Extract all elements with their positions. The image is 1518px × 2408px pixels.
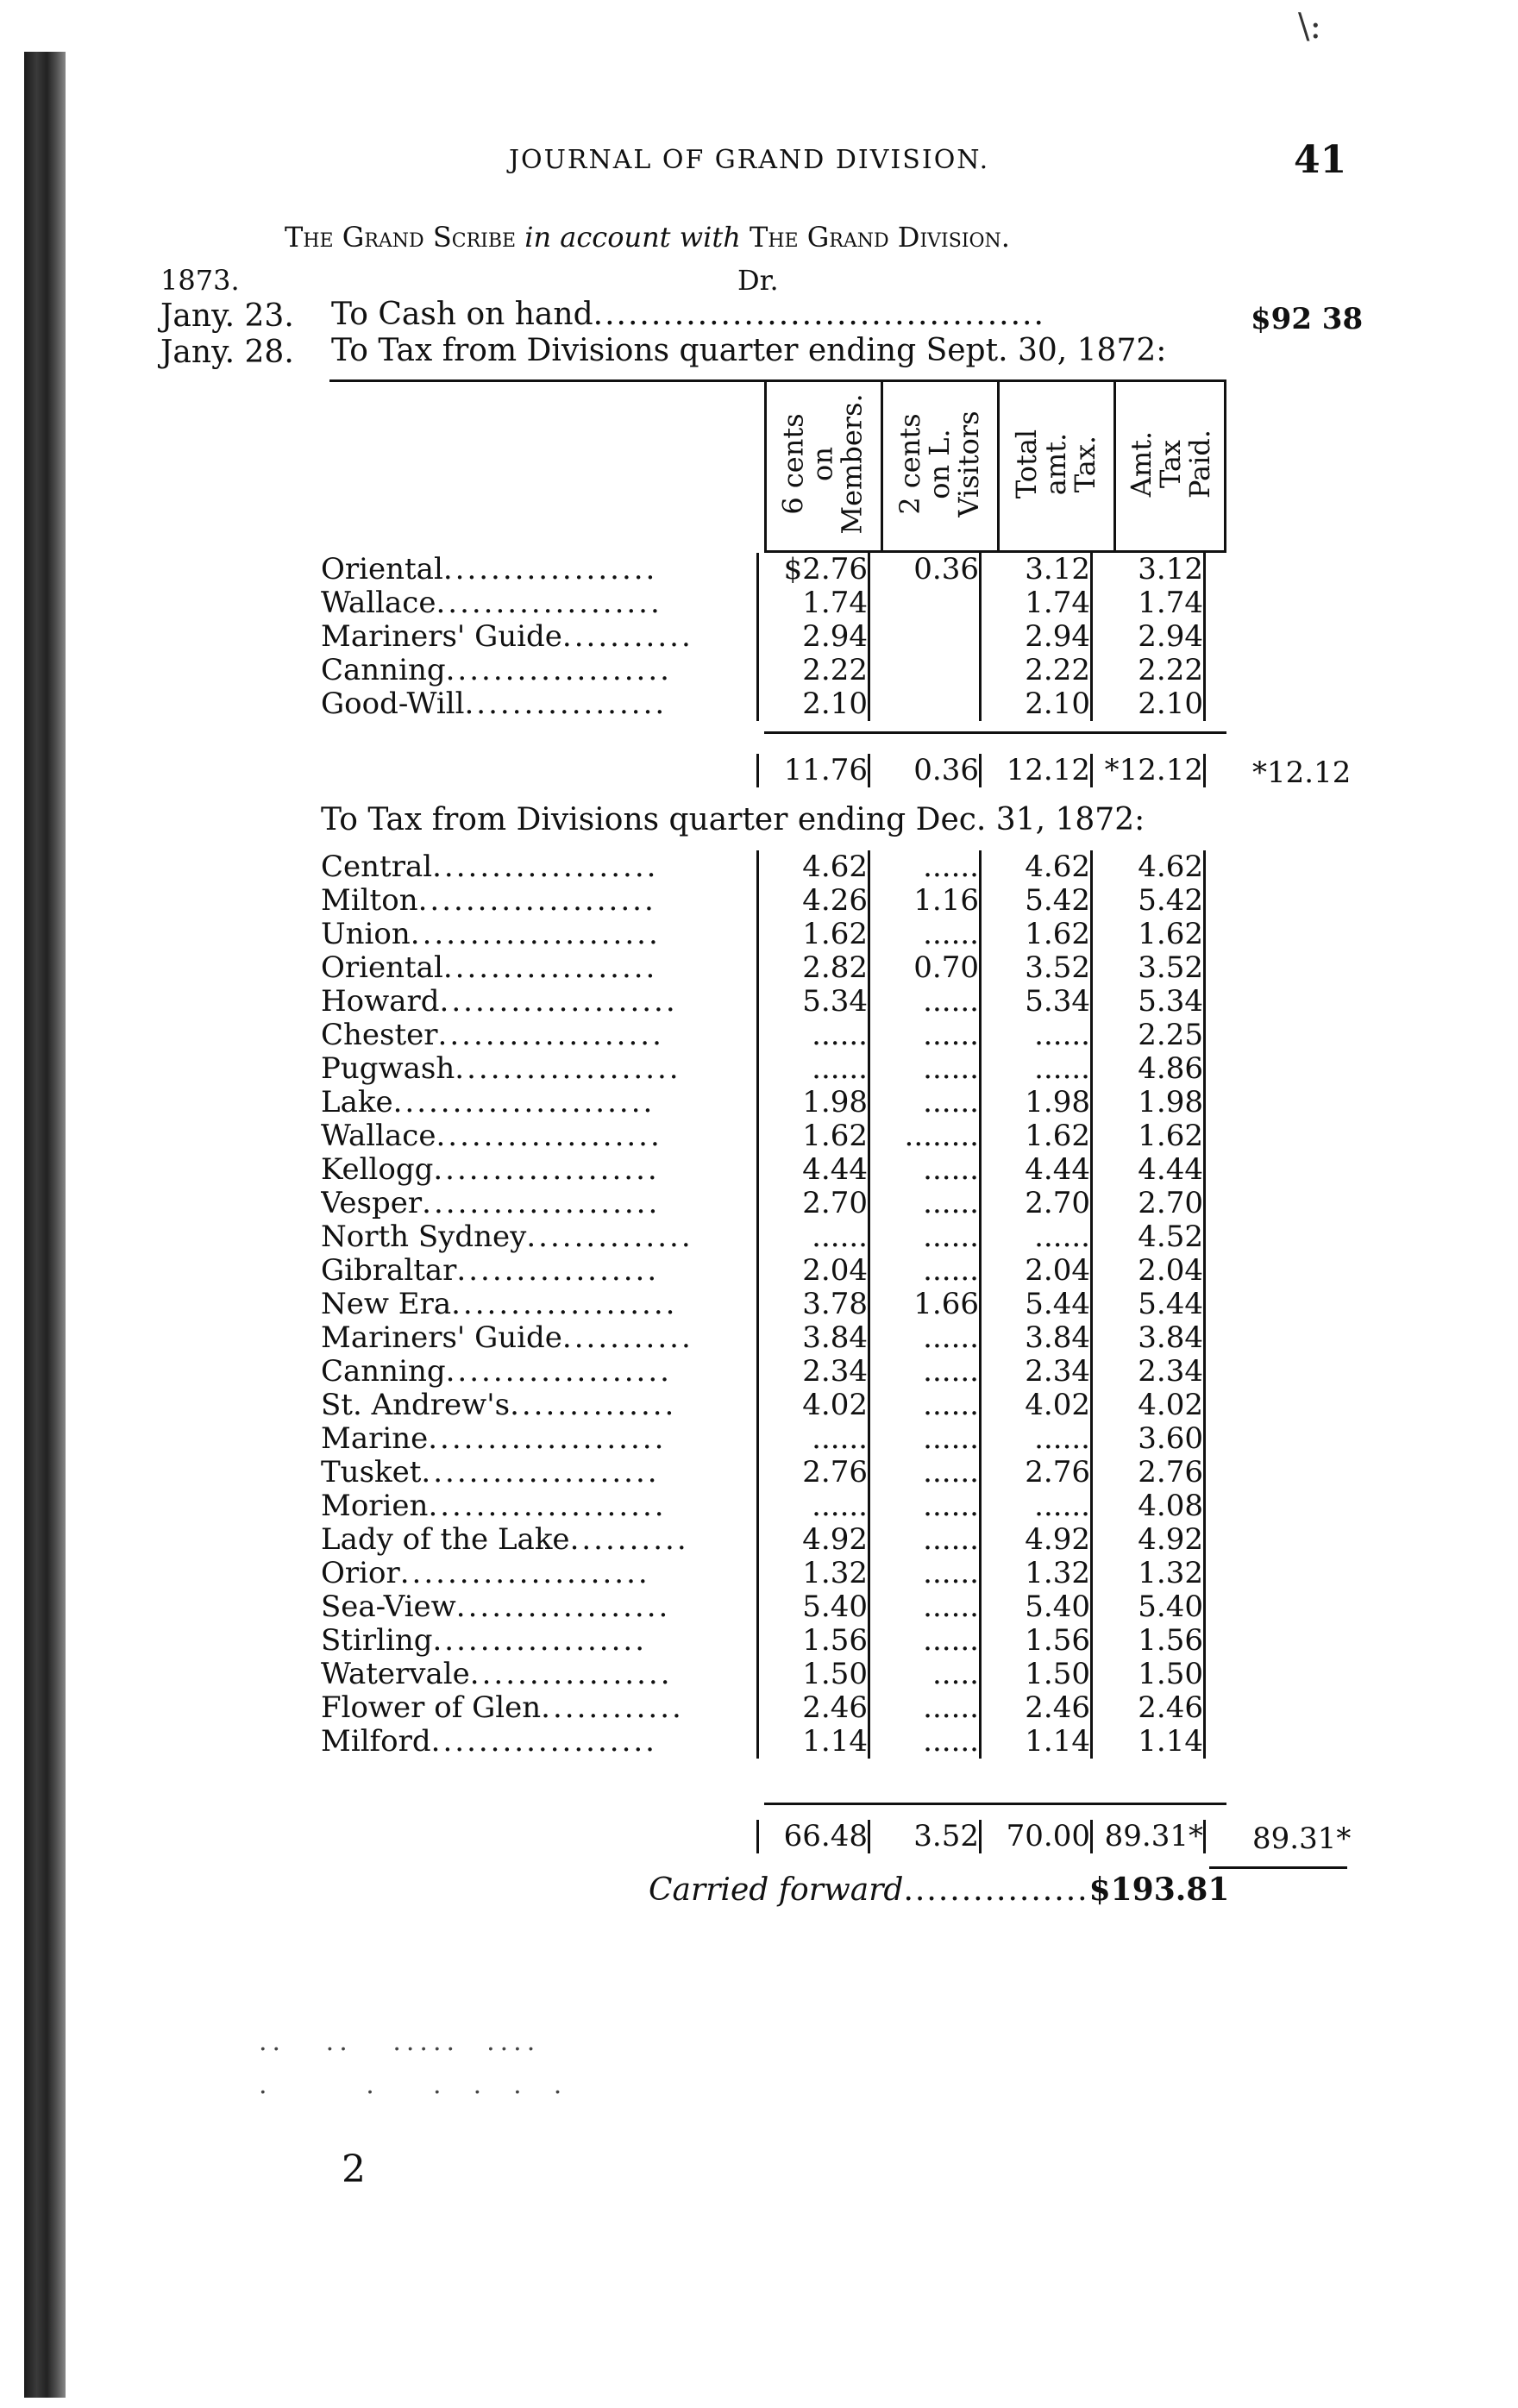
total-tax: ...... (981, 1220, 1092, 1254)
division-name: New Era................... (321, 1288, 678, 1321)
division-name: Mariners' Guide........... (321, 620, 693, 654)
account-title (285, 221, 1010, 254)
members-tax: 5.40 (758, 1590, 869, 1624)
total-tax: ...... (981, 1052, 1092, 1086)
total-tax: 1.62 (981, 1119, 1092, 1153)
visitors-tax: ...... (869, 1019, 981, 1052)
division-name: Flower of Glen............ (321, 1691, 684, 1725)
members-tax: 1.56 (758, 1624, 869, 1658)
tax-paid: 4.08 (1092, 1489, 1205, 1523)
visitors-tax: ...... (869, 1456, 981, 1489)
total-tax: 1.98 (981, 1086, 1092, 1119)
members-tax: 2.04 (758, 1254, 869, 1288)
total-tax: 3.84 (981, 1321, 1092, 1355)
total-tax: 2.46 (981, 1691, 1092, 1725)
totals-row (321, 1820, 1205, 1853)
table-row (321, 1725, 1205, 1759)
table-row (321, 951, 1205, 985)
leader-dots: ........... (561, 1321, 693, 1355)
visitors-tax: ...... (869, 1220, 981, 1254)
division-name: Tusket.................... (321, 1456, 660, 1489)
column-header-members: 6 cents on Members. (777, 393, 869, 535)
members-tax: ...... (758, 1489, 869, 1523)
leader-dots: ................... (445, 1355, 672, 1389)
members-tax: 1.50 (758, 1658, 869, 1691)
total-tax: 4.62 (981, 850, 1092, 884)
tax-paid: 2.10 (1092, 687, 1205, 721)
division-name: Watervale................. (321, 1658, 673, 1691)
visitors-tax: ...... (869, 1590, 981, 1624)
entry-amount: $92 38 (1251, 302, 1364, 336)
leader-dots: ................... (432, 850, 659, 884)
total-tax: 1.50 (981, 1658, 1092, 1691)
division-name: Howard.................... (321, 985, 678, 1019)
leader-dots: .................... (439, 985, 678, 1019)
visitors-tax: ...... (869, 1153, 981, 1187)
division-name: Mariners' Guide........... (321, 1321, 693, 1355)
leader-dots: ....................................... (593, 297, 1045, 332)
members-tax: 1.74 (758, 586, 869, 620)
total-tax: 2.76 (981, 1456, 1092, 1489)
members-tax: ...... (758, 1052, 869, 1086)
leader-dots: ..................... (399, 1557, 650, 1590)
table-row (321, 1422, 1205, 1456)
members-tax: 2.70 (758, 1187, 869, 1220)
leader-dots: ................... (451, 1288, 678, 1321)
tax-paid: 1.32 (1092, 1557, 1205, 1590)
visitors-tax: ...... (869, 1557, 981, 1590)
totals-name (321, 754, 758, 787)
division-name: Gibraltar................. (321, 1254, 660, 1288)
tax-paid: 5.40 (1092, 1590, 1205, 1624)
stray-marks: .. .. ..... .... (259, 2027, 541, 2057)
table-row (321, 1489, 1205, 1523)
visitors-tax: ..... (869, 1658, 981, 1691)
sum-rule (1209, 1866, 1347, 1869)
division-name: Wallace................... (321, 586, 662, 620)
tax-paid: 3.52 (1092, 951, 1205, 985)
leader-dots: ............ (541, 1691, 684, 1725)
division-name: Wallace................... (321, 1119, 662, 1153)
total-tax: 4.92 (981, 1523, 1092, 1557)
total-tax: 12.12 (981, 754, 1092, 787)
table-row (321, 1389, 1205, 1422)
tax-paid: 1.50 (1092, 1658, 1205, 1691)
column-divider (764, 379, 767, 552)
members-tax: 1.98 (758, 1086, 869, 1119)
tax-paid: 4.44 (1092, 1153, 1205, 1187)
tax-paid: 3.12 (1092, 553, 1205, 586)
table-row (321, 918, 1205, 951)
totals-rule (764, 731, 1226, 734)
members-tax: ...... (758, 1422, 869, 1456)
visitors-tax: ...... (869, 1254, 981, 1288)
visitors-tax: ...... (869, 1355, 981, 1389)
leader-dots: .................... (428, 1489, 667, 1523)
members-tax: 3.78 (758, 1288, 869, 1321)
leader-dots: .................. (432, 1624, 648, 1658)
members-tax: 2.46 (758, 1691, 869, 1725)
corner-mark: \: (1298, 7, 1321, 47)
division-name: St. Andrew's.............. (321, 1389, 677, 1422)
leader-dots: ................. (469, 1658, 673, 1691)
visitors-tax: ........ (869, 1119, 981, 1153)
tax-paid: 1.62 (1092, 1119, 1205, 1153)
total-tax: ...... (981, 1489, 1092, 1523)
visitors-tax (869, 687, 981, 721)
total-tax: 5.40 (981, 1590, 1092, 1624)
tax-table-sept-totals (321, 754, 1206, 787)
tax-paid: 2.76 (1092, 1456, 1205, 1489)
tax-paid: 5.44 (1092, 1288, 1205, 1321)
visitors-tax: 0.70 (869, 951, 981, 985)
debit-label: Dr. (737, 264, 779, 297)
members-tax: $2.76 (758, 553, 869, 586)
division-name: Canning................... (321, 1355, 672, 1389)
total-tax: 5.42 (981, 884, 1092, 918)
table-row (321, 1254, 1205, 1288)
leader-dots: ................... (436, 586, 662, 620)
visitors-tax (869, 654, 981, 687)
table-row (321, 1153, 1205, 1187)
leader-dots: .................. (442, 951, 658, 985)
tax-paid: 2.46 (1092, 1691, 1205, 1725)
table-row (321, 1624, 1205, 1658)
division-name: Central................... (321, 850, 659, 884)
entry-text-label: To Cash on hand (331, 297, 593, 332)
members-tax: 2.34 (758, 1355, 869, 1389)
leader-dots: ................ (903, 1872, 1089, 1908)
leader-dots: .................... (422, 1187, 661, 1220)
table-row (321, 1220, 1205, 1254)
division-name: Stirling.................. (321, 1624, 648, 1658)
table-row (321, 1456, 1205, 1489)
visitors-tax: ...... (869, 1489, 981, 1523)
tax-paid: 4.86 (1092, 1052, 1205, 1086)
column-header-total: Total amt. Tax. (1010, 429, 1101, 499)
leader-dots: ................... (433, 1153, 660, 1187)
members-tax: 1.32 (758, 1557, 869, 1590)
total-tax: 1.74 (981, 586, 1092, 620)
tax-paid: 1.56 (1092, 1624, 1205, 1658)
members-tax: 4.02 (758, 1389, 869, 1422)
entry-text (331, 297, 1045, 332)
leader-dots: ................... (437, 1019, 664, 1052)
table-row (321, 1019, 1205, 1052)
members-tax: 4.26 (758, 884, 869, 918)
tax-table-dec-body (321, 850, 1205, 1759)
tax-paid: 4.02 (1092, 1389, 1205, 1422)
table-row (321, 1119, 1205, 1153)
table-row (321, 1590, 1205, 1624)
members-tax: 4.44 (758, 1153, 869, 1187)
tax-paid: 4.92 (1092, 1523, 1205, 1557)
members-tax: 4.92 (758, 1523, 869, 1557)
tax-table-dec-totals (321, 1820, 1206, 1853)
tax-table-dec (321, 850, 1206, 1759)
total-tax: ...... (981, 1019, 1092, 1052)
division-name: Lady of the Lake.......... (321, 1523, 689, 1557)
tax-paid: 4.62 (1092, 850, 1205, 884)
tax-paid: 5.34 (1092, 985, 1205, 1019)
carried-forward-label: Carried forward (649, 1872, 904, 1908)
account-title-relation: in account with (524, 221, 741, 254)
leader-dots: .................. (455, 1590, 671, 1624)
division-name: Milton.................... (321, 884, 656, 918)
table-row (321, 1187, 1205, 1220)
total-tax: 4.44 (981, 1153, 1092, 1187)
carried-total-sept: *12.12 (1252, 756, 1352, 790)
tax-paid: 1.74 (1092, 586, 1205, 620)
tax-paid: 2.04 (1092, 1254, 1205, 1288)
carried-total-dec: 89.31* (1252, 1822, 1352, 1856)
members-tax: ...... (758, 1220, 869, 1254)
leader-dots: .................... (421, 1456, 660, 1489)
table-row (321, 1086, 1205, 1119)
total-members: 11.76 (758, 754, 869, 787)
members-tax: 3.84 (758, 1321, 869, 1355)
page-number: 41 (1294, 138, 1347, 182)
account-title-party2: The Grand Division. (749, 221, 1010, 254)
entry-date: Jany. 23. (160, 298, 294, 334)
total-tax: 2.70 (981, 1187, 1092, 1220)
members-tax: 2.82 (758, 951, 869, 985)
table-row (321, 1523, 1205, 1557)
visitors-tax: ...... (869, 985, 981, 1019)
members-tax: 2.10 (758, 687, 869, 721)
tax-paid: 1.98 (1092, 1086, 1205, 1119)
leader-dots: ................. (464, 687, 668, 721)
division-name: Milford................... (321, 1725, 657, 1759)
column-header-visitors: 2 cents on L. Visitors (894, 411, 985, 517)
leader-dots: .................. (442, 553, 658, 586)
division-name: Vesper.................... (321, 1187, 661, 1220)
table-row (321, 884, 1205, 918)
members-tax: 2.22 (758, 654, 869, 687)
members-tax: 5.34 (758, 985, 869, 1019)
total-visitors: 3.52 (869, 1820, 981, 1853)
visitors-tax: ...... (869, 1086, 981, 1119)
carried-forward-amount: $193.81 (1088, 1872, 1230, 1908)
entry-date: Jany. 28. (160, 335, 294, 370)
leader-dots: .............. (510, 1389, 677, 1422)
visitors-tax: ...... (869, 1422, 981, 1456)
members-tax: 1.62 (758, 1119, 869, 1153)
tax-paid: 2.22 (1092, 654, 1205, 687)
division-name: Oriental.................. (321, 553, 658, 586)
leader-dots: ..................... (410, 918, 661, 951)
visitors-tax (869, 620, 981, 654)
members-tax: 1.62 (758, 918, 869, 951)
tax-paid: 4.52 (1092, 1220, 1205, 1254)
visitors-tax: ...... (869, 1052, 981, 1086)
tax-paid: 2.94 (1092, 620, 1205, 654)
tax-table-sept-body (321, 553, 1205, 721)
leader-dots: .............. (526, 1220, 693, 1254)
members-tax: ...... (758, 1019, 869, 1052)
carried-forward (649, 1872, 1229, 1908)
table-row (321, 985, 1205, 1019)
table-row (321, 687, 1205, 721)
table-row (321, 586, 1205, 620)
total-tax: 3.12 (981, 553, 1092, 586)
visitors-tax: ...... (869, 1523, 981, 1557)
division-name: Marine.................... (321, 1422, 667, 1456)
visitors-tax (869, 586, 981, 620)
totals-name (321, 1820, 758, 1853)
book-spine-shadow (24, 52, 66, 2398)
table-row (321, 620, 1205, 654)
table-row (321, 1288, 1205, 1321)
column-divider (881, 379, 883, 552)
table-row (321, 654, 1205, 687)
visitors-tax: ...... (869, 1691, 981, 1725)
total-tax: 1.56 (981, 1624, 1092, 1658)
leader-dots: .......... (569, 1523, 689, 1557)
visitors-tax: ...... (869, 1624, 981, 1658)
entry-text: To Tax from Divisions quarter ending Sept. 30, 1872: (331, 333, 1167, 368)
account-title-party1: The Grand Scribe (285, 221, 517, 254)
leader-dots: ................... (436, 1119, 662, 1153)
total-tax: 2.22 (981, 654, 1092, 687)
tax-paid: 3.84 (1092, 1321, 1205, 1355)
division-name: Morien.................... (321, 1489, 667, 1523)
leader-dots: ................... (430, 1725, 657, 1759)
total-tax: ...... (981, 1422, 1092, 1456)
division-name: Union..................... (321, 918, 661, 951)
visitors-tax: ...... (869, 850, 981, 884)
column-header-paid: Amt. Tax Paid. (1125, 429, 1216, 499)
visitors-tax: 0.36 (869, 553, 981, 586)
total-visitors: 0.36 (869, 754, 981, 787)
tax-paid: 3.60 (1092, 1422, 1205, 1456)
leader-dots: ................. (456, 1254, 660, 1288)
leader-dots: .................... (417, 884, 656, 918)
column-divider (997, 379, 1000, 552)
visitors-tax: 1.16 (869, 884, 981, 918)
leader-dots: ................... (445, 654, 672, 687)
table-row (321, 1321, 1205, 1355)
total-paid: 89.31* (1092, 1820, 1205, 1853)
division-name: Pugwash................... (321, 1052, 681, 1086)
leader-dots: .................... (428, 1422, 667, 1456)
division-name: Sea-View.................. (321, 1590, 671, 1624)
total-tax: 4.02 (981, 1389, 1092, 1422)
members-tax: 2.94 (758, 620, 869, 654)
tax-paid: 2.70 (1092, 1187, 1205, 1220)
tax-table-sept (321, 553, 1206, 721)
totals-rule (764, 1803, 1226, 1805)
members-tax: 2.76 (758, 1456, 869, 1489)
total-paid: *12.12 (1092, 754, 1205, 787)
total-tax: 2.10 (981, 687, 1092, 721)
tax-paid: 2.25 (1092, 1019, 1205, 1052)
table-row (321, 1052, 1205, 1086)
table-row (321, 1691, 1205, 1725)
leader-dots: ........... (561, 620, 693, 654)
members-tax: 4.62 (758, 850, 869, 884)
total-tax: 1.62 (981, 918, 1092, 951)
table-row (321, 850, 1205, 884)
visitors-tax: ...... (869, 918, 981, 951)
division-name: Kellogg................... (321, 1153, 660, 1187)
visitors-tax: ...... (869, 1725, 981, 1759)
total-tax: 1.32 (981, 1557, 1092, 1590)
signature-mark: 2 (342, 2148, 366, 2192)
total-tax: 5.34 (981, 985, 1092, 1019)
division-name: Orior..................... (321, 1557, 650, 1590)
leader-dots: ...................... (392, 1086, 656, 1119)
division-name: Oriental.................. (321, 951, 658, 985)
total-members: 66.48 (758, 1820, 869, 1853)
total-tax: 1.14 (981, 1725, 1092, 1759)
division-name: Chester................... (321, 1019, 664, 1052)
total-tax: 5.44 (981, 1288, 1092, 1321)
account-year: 1873. (160, 264, 240, 297)
members-tax: 1.14 (758, 1725, 869, 1759)
division-name: Canning................... (321, 654, 672, 687)
division-name: North Sydney.............. (321, 1220, 693, 1254)
total-tax: 2.34 (981, 1355, 1092, 1389)
totals-row (321, 754, 1205, 787)
table-row (321, 553, 1205, 586)
total-tax: 3.52 (981, 951, 1092, 985)
tax-paid: 2.34 (1092, 1355, 1205, 1389)
division-name: Good-Will................. (321, 687, 668, 721)
total-tax: 2.04 (981, 1254, 1092, 1288)
tax-paid: 1.62 (1092, 918, 1205, 951)
section-heading-dec: To Tax from Divisions quarter ending Dec. 31, 1872: (321, 802, 1145, 837)
visitors-tax: ...... (869, 1389, 981, 1422)
table-row (321, 1355, 1205, 1389)
tax-paid: 5.42 (1092, 884, 1205, 918)
total-tax: 2.94 (981, 620, 1092, 654)
tax-paid: 1.14 (1092, 1725, 1205, 1759)
table-row (321, 1658, 1205, 1691)
visitors-tax: ...... (869, 1321, 981, 1355)
table-row (321, 1557, 1205, 1590)
total-tax: 70.00 (981, 1820, 1092, 1853)
running-header: JOURNAL OF GRAND DIVISION. (509, 145, 990, 175)
stray-marks: . . . . . . (259, 2070, 568, 2100)
leader-dots: ................... (455, 1052, 681, 1086)
visitors-tax: ...... (869, 1187, 981, 1220)
division-name: Lake...................... (321, 1086, 656, 1119)
visitors-tax: 1.66 (869, 1288, 981, 1321)
